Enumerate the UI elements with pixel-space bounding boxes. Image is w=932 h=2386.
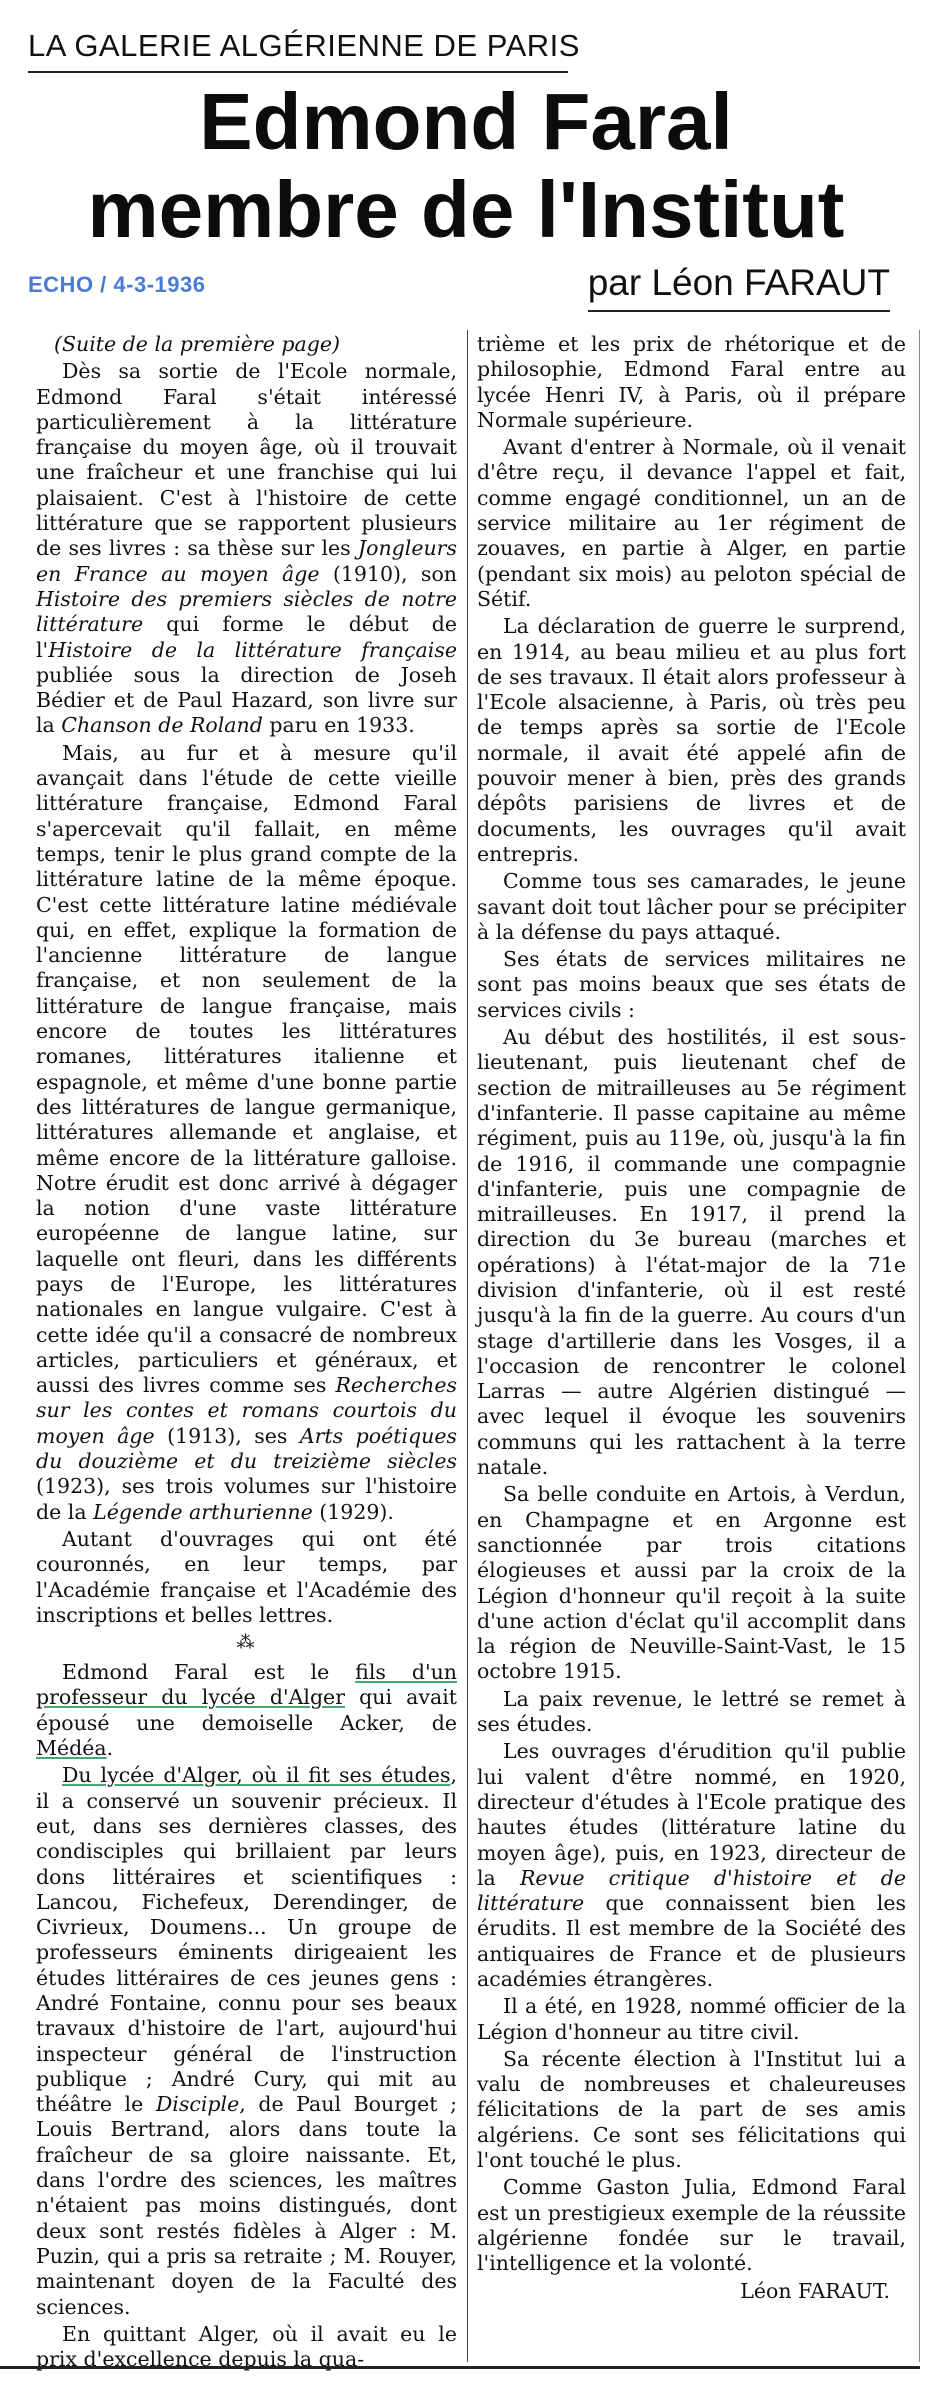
headline-line-2: membre de l'Institut xyxy=(87,165,845,254)
paragraph: La paix revenue, le lettré se remet à ses études. xyxy=(477,1686,906,1737)
highlighted-text: Médéa xyxy=(36,1736,107,1761)
section-separator: ⁂ xyxy=(236,1632,257,1654)
paragraph: Comme Gaston Julia, Edmond Faral est un prestigieux exemple de la réussite algérienne fondée sur le travail, l'intelligence et la volonté. xyxy=(477,2175,906,2276)
article-headline xyxy=(0,78,932,254)
paragraph: En quittant Alger, où il avait eu le prix d'excellence depuis la qua- xyxy=(36,2321,457,2372)
paragraph: Mais, au fur et à mesure qu'il avançait dans l'étude de cette vieille littérature française, Edmond Faral s'apercevait qu'il fallait, en même temps, tenir le plus grand compte de la littérature latine de la même époque. C'est cette littérature latine médiévale qui, en effet, explique la formation de l'ancienne littérature de langue française, et non seulement de la littérature de langue française, mais encore de toutes les littératures romanes, littératures italienne et espagnole, et même d'une bonne partie des littératures de langue germanique, littératures allemande et anglaise, et même encore de la littérature galloise. Notre érudit est donc arrivé à dégager la notion d'une vaste littérature européenne de langue latine, sur laquelle ont fleuri, dans les différents pays de l'Europe, les littératures nationales en langue vulgaire. C'est à cette idée qu'il a consacré de nombreux articles, particuliers et généraux, et aussi des livres comme ses Recherches sur les contes et romans courtois du moyen âge (1913), ses Arts poétiques du douzième et du treizième siècles (1923), ses trois volumes sur l'histoire de la Légende arthurienne (1929). xyxy=(36,740,458,1524)
paragraph: Au début des hostilités, il est sous-lieutenant, puis lieutenant chef de section de mitrailleuses au 5e régiment d'infanterie. Il passe capitaine au même régiment, puis au 119e, où, jusqu'à la fin de 1916, il commande une compagnie d'infanterie, puis une compagnie de mitrailleuses. En 1917, il prend la direction du 3e bureau (marches et opérations) à l'état-major de la 71e division d'infanterie, où il est resté jusqu'à la fin de la guerre. Au cours d'un stage d'artillerie dans les Vosges, il a l'occasion de rencontrer le colonel Larras — autre Algérien distingué — avec lequel il évoque les souvenirs communs qui les rattachent à la terre natale. xyxy=(477,1025,906,1480)
paragraph: Sa belle conduite en Artois, à Verdun, en Champagne et en Argonne est sanctionnée par trois citations élogieuses et aussi par la croix de la Légion d'honneur qu'il reçoit à la suite d'une action d'éclat qu'il accomplit dans la région de Neuville-Saint-Vast, le 15 octobre 1915. xyxy=(477,1482,906,1684)
paragraph: trième et les prix de rhétorique et de philosophie, Edmond Faral entre au lycée Henri IV, à Paris, où il prépare Normale supérieure. xyxy=(477,332,906,432)
paragraph: Sa récente élection à l'Institut lui a valu de nombreuses et chaleureuses félicitations de la part de ses amis algériens. Ce sont ses félicitations qui l'ont touché le plus. xyxy=(477,2046,906,2173)
highlighted-text: fils d'un professeur du lycée d'Alger xyxy=(36,1660,457,1710)
continuation-note: (Suite de la première page) xyxy=(54,332,340,356)
paragraph: Dès sa sortie de l'Ecole normale, Edmond Faral s'était intéressé particulièrement à la littérature française du moyen âge, où il trouvait une fraîcheur et une franchise qui lui plaisaient. C'est à l'histoire de cette littérature que se rapportent plusieurs de ses livres : sa thèse sur les Jongleurs en France au moyen âge (1910), son Histoire des premiers siècles de notre littérature qui forme le début de l'Histoire de la littérature française publiée sous la direction de Joseh Bédier et de Paul Hazard, son livre sur la Chanson de Roland paru en 1933. xyxy=(36,359,457,738)
highlighted-text: Du lycée d'Alger, où il fit ses études xyxy=(62,1763,451,1788)
adjacent-column-edge xyxy=(919,330,932,2362)
section-kicker: LA GALERIE ALGÉRIENNE DE PARIS xyxy=(28,28,568,73)
paragraph: Comme tous ses camarades, le jeune savant doit tout lâcher pour se précipiter à la défense du pays attaqué. xyxy=(477,869,906,944)
article-column-1 xyxy=(36,332,457,2374)
paragraph: Du lycée d'Alger, où il fit ses études, il a conservé un souvenir précieux. Il eut, dans ses dernières classes, des condisciples qui brillaient par leurs dons littéraires et scientifiques : Lancou, Fichefeux, Derendinger, de Civrieux, Doumens... Un groupe de professeurs éminents dirigeaient les études littéraires de ces jeunes gens : André Fontaine, connu pour ses beaux travaux d'histoire de l'art, aujourd'hui inspecteur général de l'instruction publique ; André Cury, qui mit au théâtre le Disciple, de Paul Bourget ; Louis Bertrand, alors dans toute la fraîcheur de sa gloire naissante. Et, dans l'ordre des sciences, les maîtres n'étaient pas moins distingués, dont deux sont restés fidèles à Alger : M. Puzin, qui a pris sa retraite ; M. Rouyer, maintenant doyen de la Faculté des sciences. xyxy=(36,1763,458,2319)
column-divider xyxy=(467,330,468,2362)
headline-line-1: Edmond Faral xyxy=(199,77,733,166)
paragraph: Edmond Faral est le fils d'un professeur du lycée d'Alger qui avait épousé une demoiselle Acker, de Médéa. xyxy=(36,1660,458,1761)
bottom-rule xyxy=(0,2366,920,2369)
source-annotation: ECHO / 4-3-1936 xyxy=(28,272,206,297)
article-column-2 xyxy=(477,332,906,2304)
byline: par Léon FARAUT xyxy=(588,262,890,312)
paragraph: La déclaration de guerre le surprend, en 1914, au beau milieu et au plus fort de ses travaux. Il était alors professeur à l'Ecole alsacienne, à Paris, où très peu de temps après sa sortie de l'Ecole normale, il avait été appelé afin de pouvoir mener à bien, près des grands dépôts parisiens de livres et de documents, les ouvrages qu'il avait entrepris. xyxy=(477,614,906,866)
author-signature: Léon FARAUT. xyxy=(740,2278,890,2303)
paragraph: Autant d'ouvrages qui ont été couronnés, en leur temps, par l'Académie française et l'Académie des inscriptions et belles lettres. xyxy=(36,1526,457,1627)
paragraph: Avant d'entrer à Normale, où il venait d'être reçu, il devance l'appel et fait, comme engagé conditionnel, un an de service militaire au 1er régiment de zouaves, en partie à Alger, en partie (pendant six mois) au peloton spécial de Sétif. xyxy=(477,435,906,611)
paragraph: Les ouvrages d'érudition qu'il publie lui valent d'être nommé, en 1920, directeur d'études à l'Ecole pratique des hautes études (littérature latine du moyen âge), puis, en 1923, directeur de la Revue critique d'histoire et de littérature que connaissent bien les érudits. Il est membre de la Société des antiquaires de France et de plusieurs académies étrangères. xyxy=(477,1739,906,1991)
paragraph: Il a été, en 1928, nommé officier de la Légion d'honneur au titre civil. xyxy=(477,1994,906,2044)
paragraph: Ses états de services militaires ne sont pas moins beaux que ses états de services civils : xyxy=(477,947,906,1022)
